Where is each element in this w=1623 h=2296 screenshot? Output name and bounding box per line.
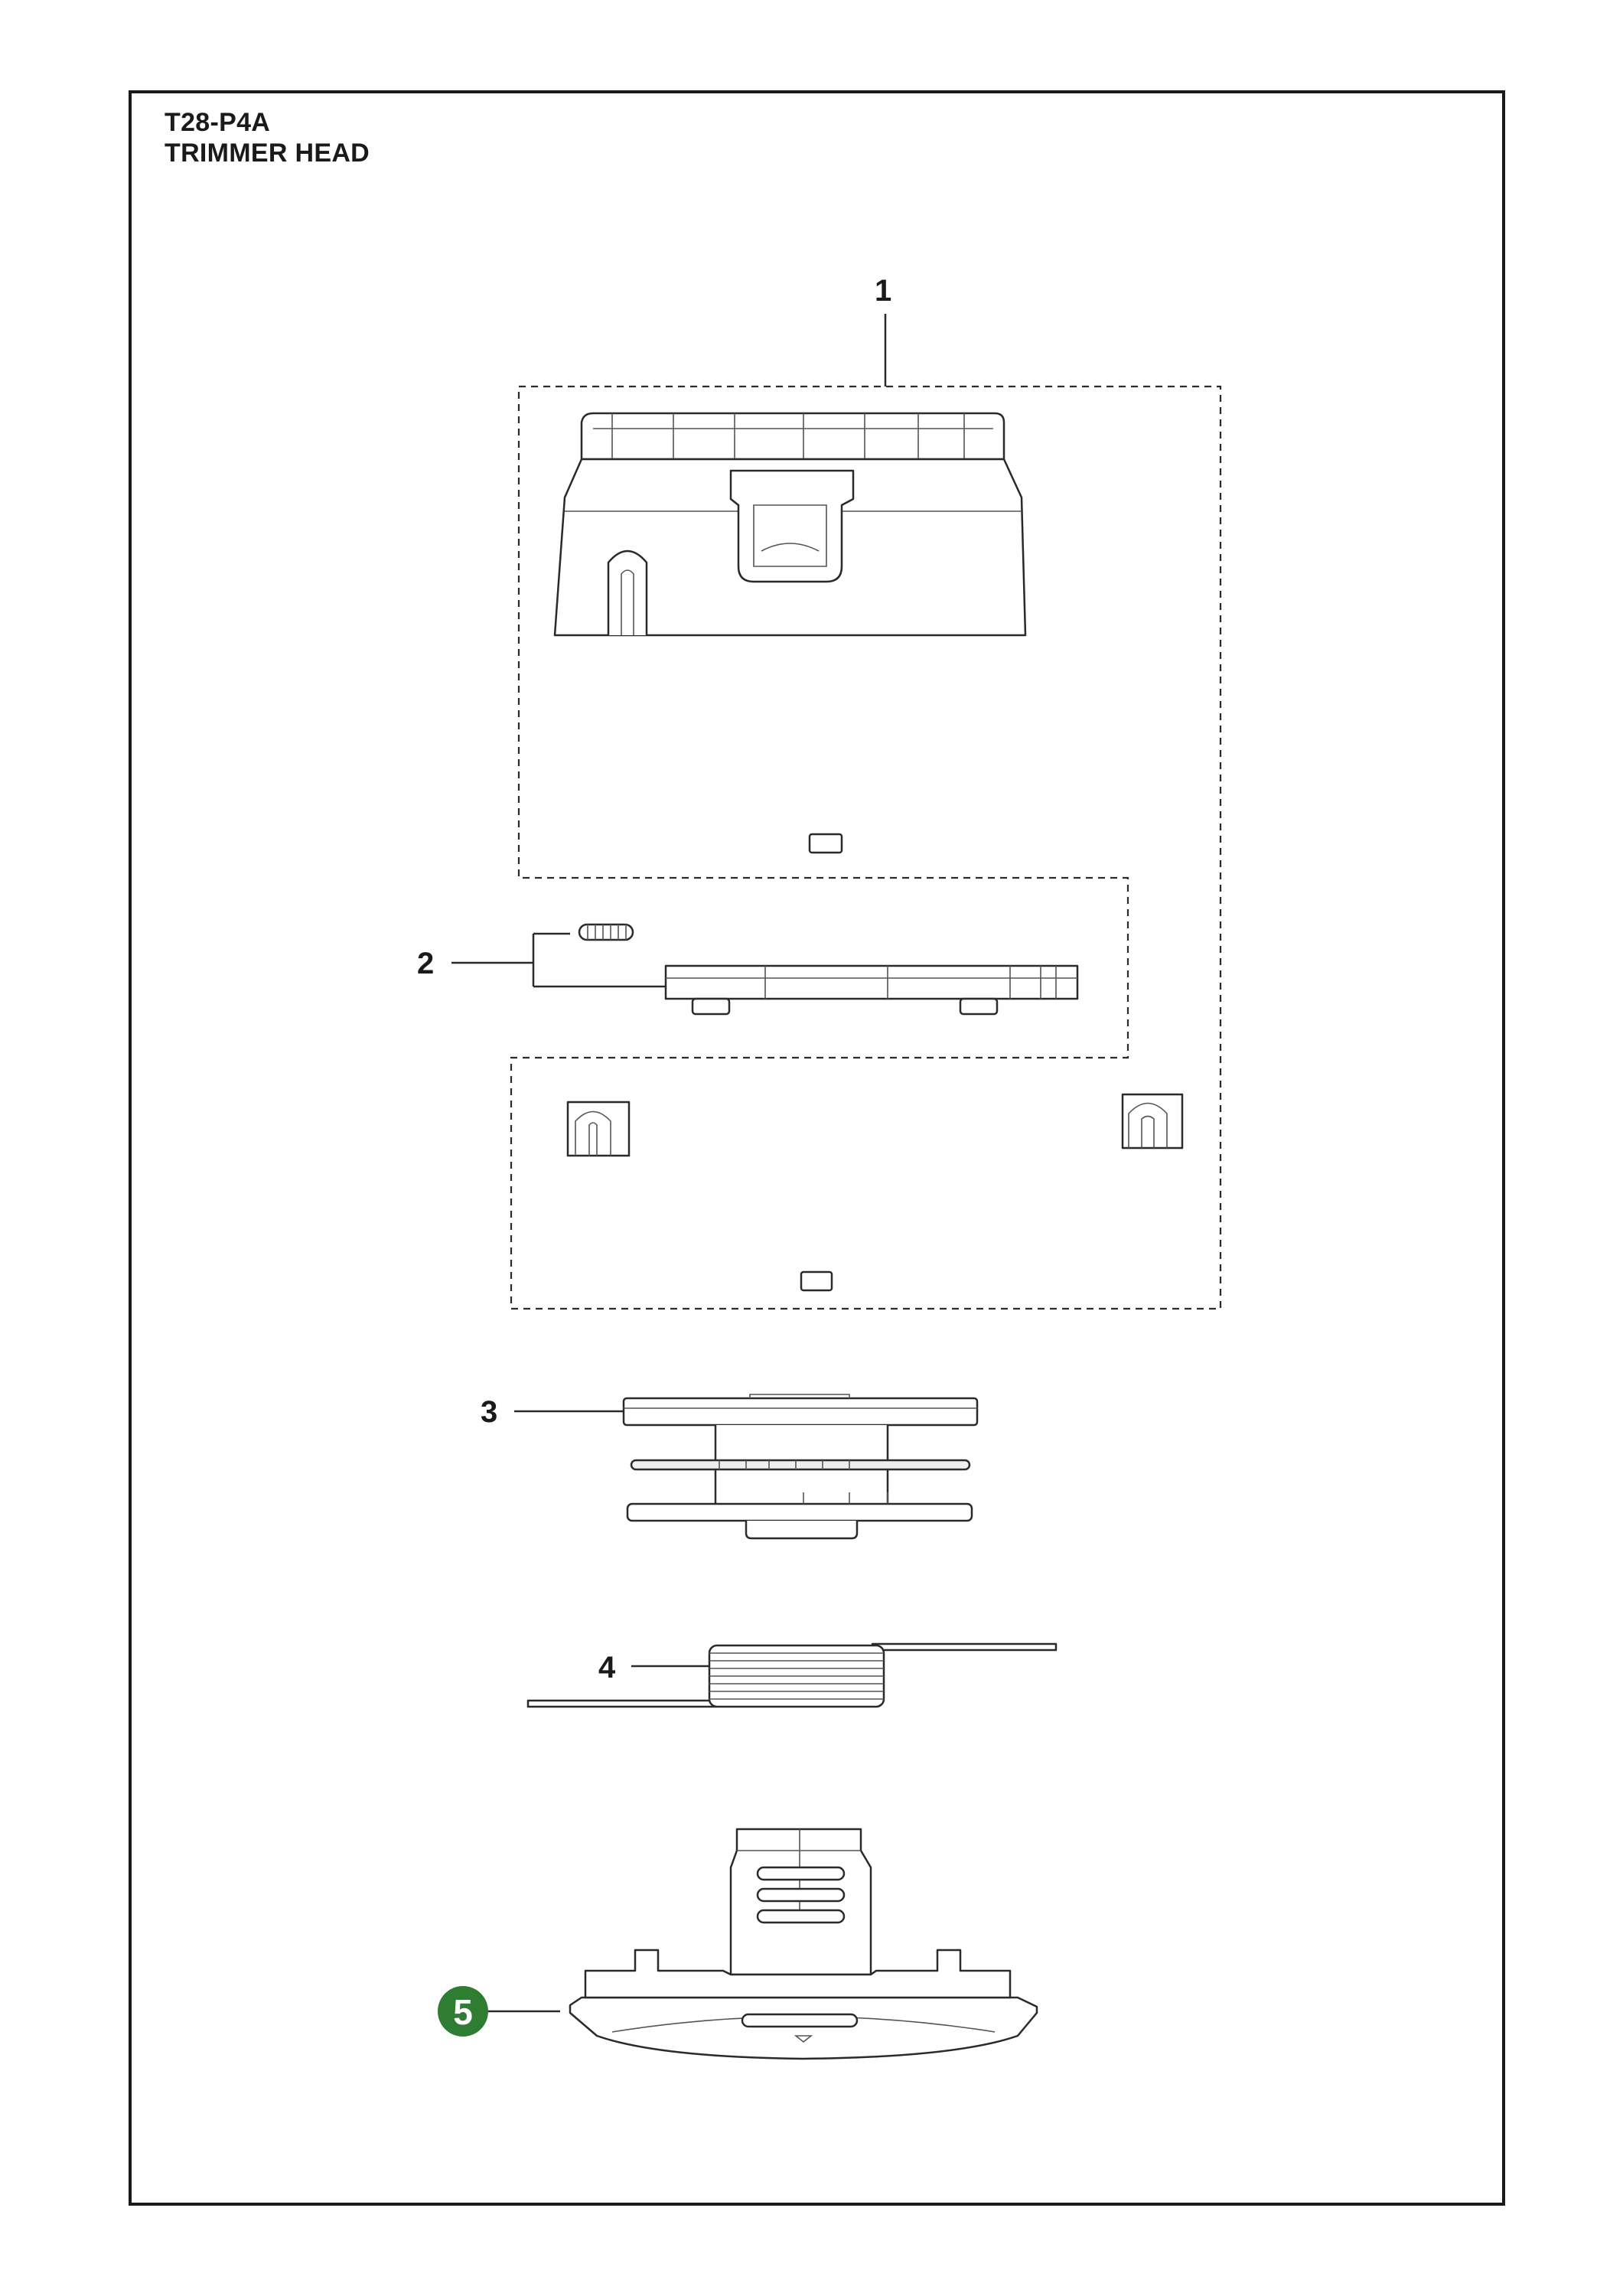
- line-tail-lower: [528, 1701, 715, 1707]
- plate-post-left: [693, 999, 729, 1014]
- diagram-code: T28-P4A: [165, 108, 271, 137]
- spool-bottom-flange: [627, 1504, 972, 1521]
- spool-bottom-boss: [746, 1521, 857, 1538]
- knob-rib-3: [758, 1910, 844, 1923]
- line-coil: [709, 1645, 884, 1707]
- knob-rib-1: [758, 1867, 844, 1880]
- line-tail-upper: [872, 1644, 1056, 1650]
- spool-mid-divider: [631, 1460, 970, 1469]
- spool-top-flange: [624, 1398, 977, 1425]
- callout-1-number: 1: [875, 274, 892, 308]
- callout-4-number: 4: [598, 1651, 616, 1684]
- eyelet-plate: [666, 966, 1077, 999]
- knob-rib-2: [758, 1889, 844, 1901]
- part-5-bump-cover: [438, 1829, 1037, 2059]
- eyelet-left: [568, 1102, 629, 1156]
- line-eyelets: [568, 1094, 1182, 1290]
- housing-top-rim: [582, 413, 1004, 459]
- diagram-title: TRIMMER HEAD: [165, 139, 370, 168]
- part-4-trimmer-line: [528, 1644, 1056, 1707]
- cover-center-slot: [742, 2014, 857, 2027]
- callout-5-number: 5: [453, 1992, 473, 2032]
- callout-3-number: 3: [481, 1395, 498, 1429]
- eyelet-right: [1123, 1094, 1182, 1148]
- coil-spring: [579, 925, 633, 940]
- housing-eyelet: [608, 551, 647, 635]
- lower-tab: [801, 1272, 832, 1290]
- housing-tab: [810, 834, 842, 853]
- plate-post-right: [960, 999, 997, 1014]
- callout-2-leader: [451, 934, 666, 987]
- part-2-spring-plate: [417, 925, 1077, 1014]
- callout-2-number: 2: [417, 947, 435, 980]
- housing-latch: [731, 471, 853, 582]
- part-3-spool: [481, 1394, 977, 1538]
